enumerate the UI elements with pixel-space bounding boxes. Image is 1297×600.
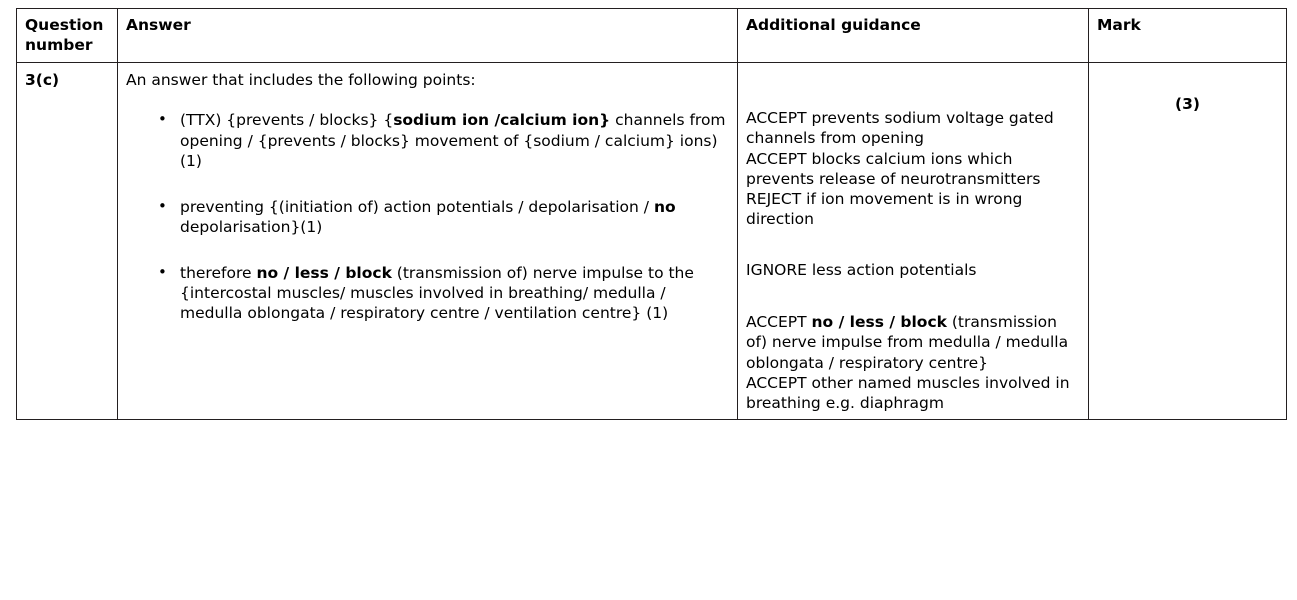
guidance-paragraph: ACCEPT other named muscles involved in breathing e.g. diaphragm [746, 373, 1070, 412]
guidance-paragraph: IGNORE less action potentials [746, 261, 977, 280]
answer-points-list [126, 110, 729, 323]
additional-guidance-cell [738, 63, 1089, 420]
mark-cell [1089, 63, 1287, 420]
list-item: • preventing {(initiation of) action potentials / depolarisation / no depolarisation}(1) [150, 197, 729, 237]
column-header-mark: Mark [1089, 9, 1287, 63]
guidance-paragraph: REJECT if ion movement is in wrong direction [746, 189, 1023, 228]
mark-value: (3) [1175, 95, 1200, 114]
table-header-row [17, 9, 1287, 63]
guidance-paragraph: ACCEPT blocks calcium ions which prevents release of neurotransmitters [746, 149, 1041, 188]
table-row [17, 63, 1287, 420]
question-number-cell: 3(c) [17, 63, 118, 420]
column-header-additional-guidance: Additional guidance [738, 9, 1089, 63]
answer-lead-in: An answer that includes the following points: [126, 71, 476, 90]
column-header-question-number: Question number [17, 9, 118, 63]
answer-spacer [126, 94, 729, 110]
column-header-answer: Answer [118, 9, 738, 63]
markscheme-table [16, 8, 1287, 420]
guidance-paragraph: ACCEPT prevents sodium voltage gated channels from opening [746, 109, 1054, 148]
guidance-paragraph: ACCEPT no / less / block (transmission of) nerve impulse from medulla / medulla oblongata / respiratory centre} [746, 313, 1069, 372]
list-item: • therefore no / less / block (transmission of) nerve impulse to the {intercostal muscles/ muscles involved in breathing/ medulla / medulla oblongata / respiratory centre / ventilation centre} (1) [150, 263, 729, 323]
answer-cell [118, 63, 738, 420]
list-item: • (TTX) {prevents / blocks} {sodium ion /calcium ion} channels from opening / {prevents / blocks} movement of {sodium / calcium} ions) (1) [150, 110, 729, 170]
